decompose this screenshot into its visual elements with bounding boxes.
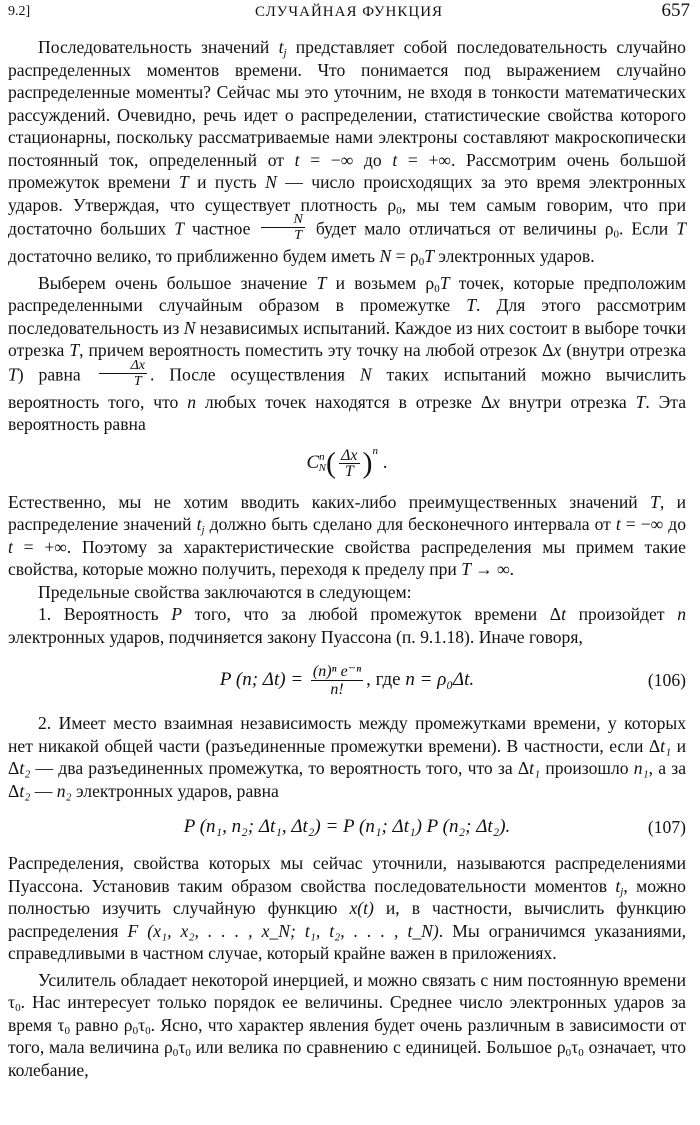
fraction-N-over-T: $\frac{N}{T}$ (261, 212, 304, 243)
paragraph-1: Последовательность значений $t_j$ представляет собой последовательность случайно распределенных моментов времени. Что понимается под выражением случайно распределенные моменты? Сейчас мы это уточним, не входя в тонкости математических рассуждений. Очевидно, речь идет о распределении, статистические свойства которого стационарны, поскольку рассматриваемые нами электроны составляют макроскопически постоянный ток, определенный от t = −∞ до t = +∞. Рассмотрим очень большой промежуток времени T и пусть N — число происходящих за это время электронных ударов. Утверждая, что существует плотность $\rho_0$, мы тем самым говорим, что при достаточно больших T частное $\frac{N}{T}$ будет мало отличаться от величины $\rho_0$. Если T достаточно велико, то приближенно будем иметь $N = \rho_0T$ электронных ударов. (8, 37, 686, 268)
paragraph-7: Распределения, свойства которых мы сейчас уточнили, называются распределениями Пуассона. Установив таким образом свойства последовательности моментов $t_j$, можно полностью изучить случайную функцию x(t) и, в частности, вычислить функцию распределения F (x₁, x₂, . . . , x_N; t₁, t₂, . . . , t_N). Мы ограничимся указаниями, справедливыми в частном случае, который крайне важен в приложениях. (8, 853, 687, 963)
equation-binomial: $C^n_N$( $\frac{\Delta x}{T}$ )$^n$ . (306, 444, 388, 480)
running-header (8, 0, 690, 24)
page-number: 657 (661, 0, 690, 21)
body-text (8, 36, 686, 1081)
paragraph-3: Естественно, мы не хотим вводить каких-либо преимущественных значений T, и распределение значений $t_j$ должно быть сделано для бесконечного интервала от t = −∞ до t = +∞. Поэтому за характеристические свойства распределения мы примем такие свойства, которые можно получить, переходя к пределу при T → ∞. (8, 491, 686, 579)
running-title: СЛУЧАЙНАЯ ФУНКЦИЯ (254, 4, 444, 20)
paragraph-8: Усилитель обладает некоторой инерцией, и можно связать с ним постоянную времени $\tau_0$. Нас интересует только порядок ее величины. Среднее число электронных ударов за время $\tau_0$ равно $\rho_0\tau_0$. Ясно, что характер явления будет очень различным в зависимости от того, мала величина $\rho_0\tau_0$ или велика по сравнению с единицей. Большое $\rho_0\tau_0$ означает, что колебание, (8, 969, 687, 1080)
equation-107: P (n₁, n₂; Δt₁, Δt₂) = P (n₁; Δt₁) P (n₂; Δt₂). (107) (8, 812, 686, 842)
paragraph-6: 2. Имеет место взаимная независимость между промежутками времени, у которых нет никакой общей части (разъединенные промежутки времени). В частности, если Δt₁ и Δt₂ — два разъединенных промежутка, то вероятность того, что за Δt₁ произошло n₁, а за Δt₂ — n₂ электронных ударов, равна (8, 713, 686, 801)
paragraph-4: Предельные свойства заключаются в следующем: (38, 581, 412, 602)
equation-106: P (n; Δt) = $\frac{\text{(n)ⁿ e⁻ⁿ}}{n!}$ , где n = ρ₀Δt. (106) (8, 658, 686, 702)
equation-107-label: (107) (647, 817, 686, 837)
paragraph-2: Выберем очень большое значение T и возьмем $\rho_0T$ точек, которые предположим распределенными случайным образом в промежутке T. Для этого рассмотрим последовательность из N независимых испытаний. Каждое из них состоит в выборе точки отрезка T, причем вероятность поместить эту точку на любой отрезок Δx (внутри отрезка T) равна $\frac{\Delta x}{T}$ . После осуществления N таких испытаний можно вычислить вероятность того, что n любых точек находятся в отрезке Δx внутри отрезка T. Эта вероятность равна (8, 272, 687, 434)
equation-106-label: (106) (647, 670, 686, 690)
paragraph-5: 1. Вероятность P того, что за любой промежуток времени Δt произойдет n электронных ударов, подчиняется закону Пуассона (п. 9.1.18). Иначе говоря, (8, 604, 686, 647)
fraction-dx-over-T: $\frac{\Delta x}{T}$ (99, 358, 147, 389)
section-number: 9.2] (8, 4, 31, 19)
